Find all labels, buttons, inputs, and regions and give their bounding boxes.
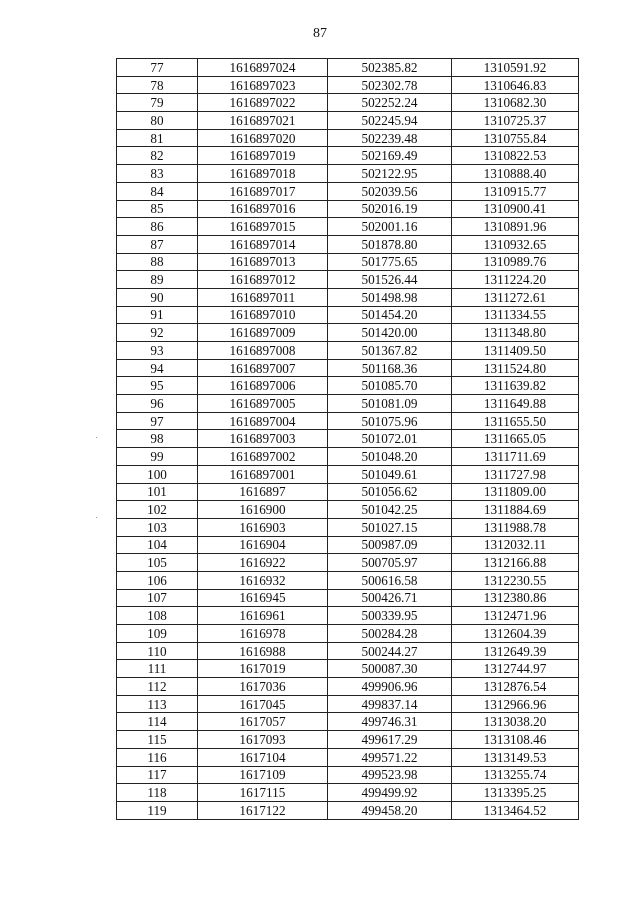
- table-row: [117, 288, 579, 306]
- table-row: [117, 554, 579, 572]
- cadastral-id-cell: 1617104: [198, 748, 328, 766]
- cadastral-id-cell: 1617057: [198, 713, 328, 731]
- table-row: [117, 324, 579, 342]
- y-coordinate-cell: 1310725.37: [452, 112, 579, 130]
- x-coordinate-cell: 502169.49: [328, 147, 452, 165]
- table-row: [117, 501, 579, 519]
- x-coordinate-cell: 502122.95: [328, 165, 452, 183]
- x-coordinate-cell: 501367.82: [328, 342, 452, 360]
- table-row: [117, 147, 579, 165]
- y-coordinate-cell: 1311649.88: [452, 395, 579, 413]
- point-number-cell: 80: [117, 112, 198, 130]
- table-row: [117, 129, 579, 147]
- x-coordinate-cell: 502016.19: [328, 200, 452, 218]
- y-coordinate-cell: 1313108.46: [452, 731, 579, 749]
- table-row: [117, 235, 579, 253]
- y-coordinate-cell: 1310591.92: [452, 59, 579, 77]
- cadastral-id-cell: 1616961: [198, 607, 328, 625]
- point-number-cell: 97: [117, 412, 198, 430]
- point-number-cell: 91: [117, 306, 198, 324]
- page-number: 87: [313, 26, 327, 41]
- table-row: [117, 182, 579, 200]
- y-coordinate-cell: 1311334.55: [452, 306, 579, 324]
- x-coordinate-cell: 502001.16: [328, 218, 452, 236]
- cadastral-id-cell: 1616897001: [198, 465, 328, 483]
- point-number-cell: 101: [117, 483, 198, 501]
- y-coordinate-cell: 1312966.96: [452, 695, 579, 713]
- cadastral-id-cell: 1616897007: [198, 359, 328, 377]
- y-coordinate-cell: 1311639.82: [452, 377, 579, 395]
- x-coordinate-cell: 501075.96: [328, 412, 452, 430]
- table-row: [117, 695, 579, 713]
- point-number-cell: 110: [117, 642, 198, 660]
- y-coordinate-cell: 1312166.88: [452, 554, 579, 572]
- y-coordinate-cell: 1310822.53: [452, 147, 579, 165]
- y-coordinate-cell: 1310682.30: [452, 94, 579, 112]
- point-number-cell: 88: [117, 253, 198, 271]
- table-row: [117, 748, 579, 766]
- x-coordinate-cell: 499906.96: [328, 678, 452, 696]
- cadastral-id-cell: 1616897011: [198, 288, 328, 306]
- cadastral-id-cell: 1616922: [198, 554, 328, 572]
- point-number-cell: 109: [117, 625, 198, 643]
- x-coordinate-cell: 502039.56: [328, 182, 452, 200]
- x-coordinate-cell: 501498.98: [328, 288, 452, 306]
- y-coordinate-cell: 1312380.86: [452, 589, 579, 607]
- cadastral-id-cell: 1616897014: [198, 235, 328, 253]
- y-coordinate-cell: 1310900.41: [452, 200, 579, 218]
- y-coordinate-cell: 1313149.53: [452, 748, 579, 766]
- point-number-cell: 93: [117, 342, 198, 360]
- table-row: [117, 306, 579, 324]
- x-coordinate-cell: 502302.78: [328, 76, 452, 94]
- y-coordinate-cell: 1310989.76: [452, 253, 579, 271]
- table-row: [117, 430, 579, 448]
- table-row: [117, 589, 579, 607]
- point-number-cell: 103: [117, 518, 198, 536]
- y-coordinate-cell: 1311988.78: [452, 518, 579, 536]
- x-coordinate-cell: 501454.20: [328, 306, 452, 324]
- x-coordinate-cell: 500087.30: [328, 660, 452, 678]
- table-row: [117, 218, 579, 236]
- point-number-cell: 94: [117, 359, 198, 377]
- x-coordinate-cell: 502252.24: [328, 94, 452, 112]
- table-row: [117, 465, 579, 483]
- cadastral-id-cell: 1616897010: [198, 306, 328, 324]
- point-number-cell: 112: [117, 678, 198, 696]
- cadastral-id-cell: 1616900: [198, 501, 328, 519]
- table-row: [117, 377, 579, 395]
- table-row: [117, 660, 579, 678]
- y-coordinate-cell: 1312230.55: [452, 571, 579, 589]
- cadastral-id-cell: 1616897009: [198, 324, 328, 342]
- y-coordinate-cell: 1311348.80: [452, 324, 579, 342]
- cadastral-id-cell: 1616897024: [198, 59, 328, 77]
- cadastral-id-cell: 1616897002: [198, 448, 328, 466]
- point-number-cell: 98: [117, 430, 198, 448]
- point-number-cell: 116: [117, 748, 198, 766]
- x-coordinate-cell: 501878.80: [328, 235, 452, 253]
- y-coordinate-cell: 1310888.40: [452, 165, 579, 183]
- x-coordinate-cell: 500616.58: [328, 571, 452, 589]
- x-coordinate-cell: 502245.94: [328, 112, 452, 130]
- cadastral-id-cell: 1616897008: [198, 342, 328, 360]
- table-row: [117, 165, 579, 183]
- cadastral-id-cell: 1616897023: [198, 76, 328, 94]
- point-number-cell: 102: [117, 501, 198, 519]
- table-row: [117, 342, 579, 360]
- cadastral-id-cell: 1616897003: [198, 430, 328, 448]
- table-row: [117, 200, 579, 218]
- point-number-cell: 118: [117, 784, 198, 802]
- x-coordinate-cell: 500339.95: [328, 607, 452, 625]
- cadastral-id-cell: 1616978: [198, 625, 328, 643]
- x-coordinate-cell: 500426.71: [328, 589, 452, 607]
- table-row: [117, 784, 579, 802]
- x-coordinate-cell: 499458.20: [328, 801, 452, 819]
- x-coordinate-cell: 502239.48: [328, 129, 452, 147]
- table-row: [117, 271, 579, 289]
- point-number-cell: 106: [117, 571, 198, 589]
- x-coordinate-cell: 501056.62: [328, 483, 452, 501]
- x-coordinate-cell: 500705.97: [328, 554, 452, 572]
- y-coordinate-cell: 1312744.97: [452, 660, 579, 678]
- point-number-cell: 96: [117, 395, 198, 413]
- x-coordinate-cell: 501042.25: [328, 501, 452, 519]
- x-coordinate-cell: 499746.31: [328, 713, 452, 731]
- table-row: [117, 395, 579, 413]
- point-number-cell: 99: [117, 448, 198, 466]
- x-coordinate-cell: 499571.22: [328, 748, 452, 766]
- point-number-cell: 111: [117, 660, 198, 678]
- cadastral-id-cell: 1616897021: [198, 112, 328, 130]
- cadastral-id-cell: 1617109: [198, 766, 328, 784]
- x-coordinate-cell: 500244.27: [328, 642, 452, 660]
- point-number-cell: 86: [117, 218, 198, 236]
- table-row: [117, 94, 579, 112]
- table-row: [117, 536, 579, 554]
- point-number-cell: 89: [117, 271, 198, 289]
- x-coordinate-cell: 501085.70: [328, 377, 452, 395]
- table-row: [117, 571, 579, 589]
- coordinates-table-body: [117, 59, 579, 820]
- y-coordinate-cell: 1313038.20: [452, 713, 579, 731]
- point-number-cell: 115: [117, 731, 198, 749]
- y-coordinate-cell: 1311409.50: [452, 342, 579, 360]
- y-coordinate-cell: 1311727.98: [452, 465, 579, 483]
- margin-mark: [96, 517, 97, 518]
- x-coordinate-cell: 499837.14: [328, 695, 452, 713]
- y-coordinate-cell: 1311272.61: [452, 288, 579, 306]
- point-number-cell: 87: [117, 235, 198, 253]
- table-row: [117, 59, 579, 77]
- cadastral-id-cell: 1616897019: [198, 147, 328, 165]
- y-coordinate-cell: 1312604.39: [452, 625, 579, 643]
- x-coordinate-cell: 501081.09: [328, 395, 452, 413]
- x-coordinate-cell: 501072.01: [328, 430, 452, 448]
- y-coordinate-cell: 1313464.52: [452, 801, 579, 819]
- x-coordinate-cell: 501048.20: [328, 448, 452, 466]
- x-coordinate-cell: 502385.82: [328, 59, 452, 77]
- point-number-cell: 117: [117, 766, 198, 784]
- cadastral-id-cell: 1616932: [198, 571, 328, 589]
- table-row: [117, 483, 579, 501]
- y-coordinate-cell: 1311224.20: [452, 271, 579, 289]
- cadastral-id-cell: 1616945: [198, 589, 328, 607]
- y-coordinate-cell: 1310915.77: [452, 182, 579, 200]
- x-coordinate-cell: 501775.65: [328, 253, 452, 271]
- cadastral-id-cell: 1616897013: [198, 253, 328, 271]
- table-row: [117, 112, 579, 130]
- x-coordinate-cell: 499617.29: [328, 731, 452, 749]
- y-coordinate-cell: 1312649.39: [452, 642, 579, 660]
- cadastral-id-cell: 1617115: [198, 784, 328, 802]
- point-number-cell: 90: [117, 288, 198, 306]
- point-number-cell: 95: [117, 377, 198, 395]
- table-row: [117, 766, 579, 784]
- cadastral-id-cell: 1616988: [198, 642, 328, 660]
- point-number-cell: 79: [117, 94, 198, 112]
- cadastral-id-cell: 1616897017: [198, 182, 328, 200]
- cadastral-id-cell: 1616897018: [198, 165, 328, 183]
- cadastral-id-cell: 1617045: [198, 695, 328, 713]
- cadastral-id-cell: 1617093: [198, 731, 328, 749]
- point-number-cell: 119: [117, 801, 198, 819]
- table-row: [117, 359, 579, 377]
- cadastral-id-cell: 1616897015: [198, 218, 328, 236]
- y-coordinate-cell: 1312471.96: [452, 607, 579, 625]
- cadastral-id-cell: 1617019: [198, 660, 328, 678]
- cadastral-id-cell: 1616897016: [198, 200, 328, 218]
- cadastral-id-cell: 1616897: [198, 483, 328, 501]
- point-number-cell: 105: [117, 554, 198, 572]
- y-coordinate-cell: 1313395.25: [452, 784, 579, 802]
- point-number-cell: 104: [117, 536, 198, 554]
- coordinates-table: [116, 58, 579, 820]
- y-coordinate-cell: 1310932.65: [452, 235, 579, 253]
- table-row: [117, 412, 579, 430]
- y-coordinate-cell: 1311809.00: [452, 483, 579, 501]
- y-coordinate-cell: 1312876.54: [452, 678, 579, 696]
- cadastral-id-cell: 1617036: [198, 678, 328, 696]
- point-number-cell: 100: [117, 465, 198, 483]
- y-coordinate-cell: 1311665.05: [452, 430, 579, 448]
- point-number-cell: 107: [117, 589, 198, 607]
- table-row: [117, 731, 579, 749]
- point-number-cell: 83: [117, 165, 198, 183]
- point-number-cell: 92: [117, 324, 198, 342]
- point-number-cell: 77: [117, 59, 198, 77]
- y-coordinate-cell: 1310891.96: [452, 218, 579, 236]
- table-row: [117, 625, 579, 643]
- cadastral-id-cell: 1616904: [198, 536, 328, 554]
- table-row: [117, 642, 579, 660]
- point-number-cell: 85: [117, 200, 198, 218]
- y-coordinate-cell: 1312032.11: [452, 536, 579, 554]
- x-coordinate-cell: 500987.09: [328, 536, 452, 554]
- point-number-cell: 81: [117, 129, 198, 147]
- table-row: [117, 76, 579, 94]
- x-coordinate-cell: 501168.36: [328, 359, 452, 377]
- y-coordinate-cell: 1311711.69: [452, 448, 579, 466]
- y-coordinate-cell: 1310646.83: [452, 76, 579, 94]
- x-coordinate-cell: 499499.92: [328, 784, 452, 802]
- cadastral-id-cell: 1616903: [198, 518, 328, 536]
- x-coordinate-cell: 501049.61: [328, 465, 452, 483]
- table-row: [117, 678, 579, 696]
- cadastral-id-cell: 1616897006: [198, 377, 328, 395]
- table-row: [117, 607, 579, 625]
- y-coordinate-cell: 1310755.84: [452, 129, 579, 147]
- cadastral-id-cell: 1617122: [198, 801, 328, 819]
- table-row: [117, 253, 579, 271]
- table-row: [117, 801, 579, 819]
- x-coordinate-cell: 501027.15: [328, 518, 452, 536]
- table-row: [117, 518, 579, 536]
- point-number-cell: 82: [117, 147, 198, 165]
- point-number-cell: 78: [117, 76, 198, 94]
- y-coordinate-cell: 1311884.69: [452, 501, 579, 519]
- point-number-cell: 84: [117, 182, 198, 200]
- x-coordinate-cell: 500284.28: [328, 625, 452, 643]
- cadastral-id-cell: 1616897012: [198, 271, 328, 289]
- point-number-cell: 108: [117, 607, 198, 625]
- margin-mark: [96, 437, 97, 438]
- y-coordinate-cell: 1311524.80: [452, 359, 579, 377]
- cadastral-id-cell: 1616897004: [198, 412, 328, 430]
- cadastral-id-cell: 1616897022: [198, 94, 328, 112]
- table-row: [117, 713, 579, 731]
- point-number-cell: 114: [117, 713, 198, 731]
- cadastral-id-cell: 1616897020: [198, 129, 328, 147]
- x-coordinate-cell: 499523.98: [328, 766, 452, 784]
- cadastral-id-cell: 1616897005: [198, 395, 328, 413]
- y-coordinate-cell: 1313255.74: [452, 766, 579, 784]
- x-coordinate-cell: 501420.00: [328, 324, 452, 342]
- y-coordinate-cell: 1311655.50: [452, 412, 579, 430]
- point-number-cell: 113: [117, 695, 198, 713]
- table-row: [117, 448, 579, 466]
- x-coordinate-cell: 501526.44: [328, 271, 452, 289]
